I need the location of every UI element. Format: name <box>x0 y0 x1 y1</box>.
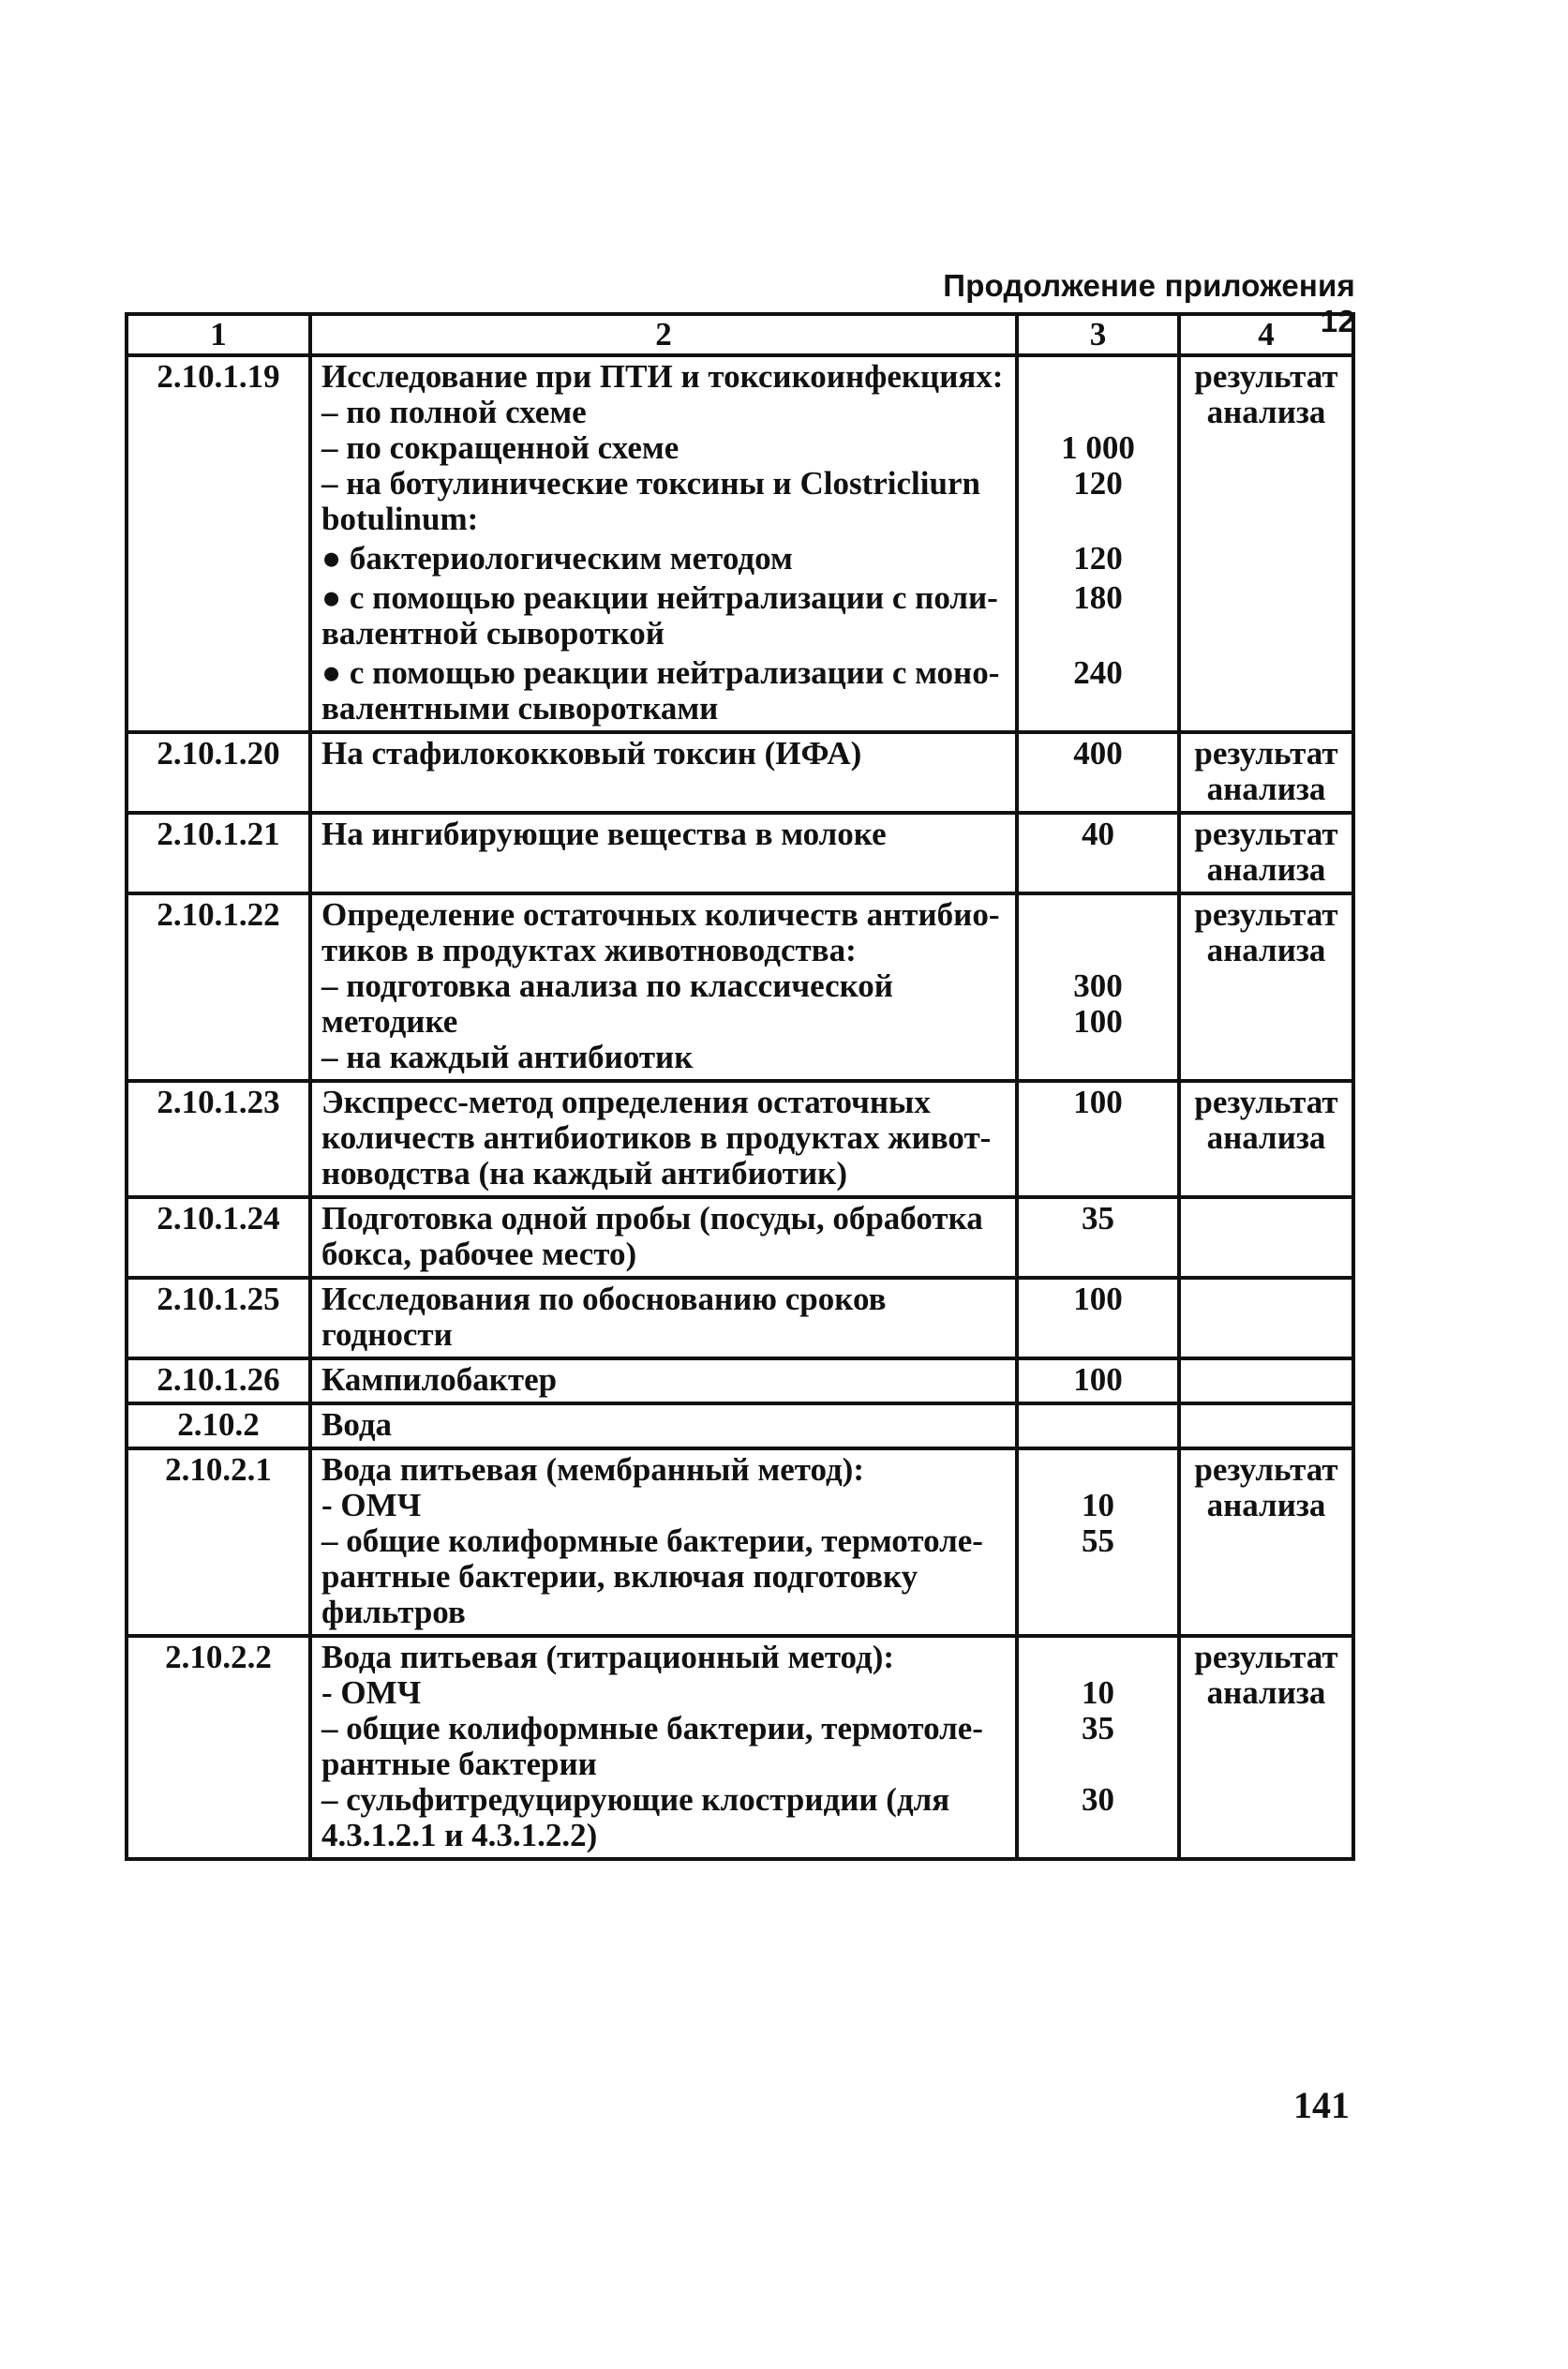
row-code: 2.10.1.22 <box>127 893 310 1081</box>
row-price <box>1017 893 1179 1081</box>
row-code: 2.10.1.19 <box>127 355 310 732</box>
row-code: 2.10.2 <box>127 1403 310 1448</box>
desc-line: ● бактериологическим методом <box>321 540 793 577</box>
table-row <box>127 1197 1353 1278</box>
desc-line: – общие колиформные бактерии, термотоле- <box>321 1710 983 1747</box>
table-row <box>127 1403 1353 1448</box>
row-price <box>1017 1358 1179 1403</box>
row-description <box>310 1081 1017 1197</box>
price-value <box>1028 1452 1168 1488</box>
price-value: 35 <box>1082 1710 1114 1747</box>
row-result <box>1179 1197 1353 1278</box>
table-row <box>127 893 1353 1081</box>
price-value <box>1028 1595 1168 1630</box>
price-value: 40 <box>1082 816 1114 852</box>
row-result <box>1179 1403 1353 1448</box>
row-description <box>310 1197 1017 1278</box>
desc-line: Вода питьевая (титрационный метод): <box>321 1639 895 1675</box>
desc-line: фильтров <box>321 1594 466 1630</box>
row-code: 2.10.2.1 <box>127 1448 310 1636</box>
price-value: 100 <box>1073 1281 1123 1317</box>
desc-line: – сульфитредуцирующие клостридии (для <box>321 1781 950 1818</box>
price-value <box>1028 1747 1168 1782</box>
desc-line: количеств антибиотиков в продуктах живот- <box>321 1119 992 1156</box>
row-result: результат анализа <box>1179 355 1353 732</box>
row-description <box>310 813 1017 893</box>
price-value <box>1028 502 1168 537</box>
price-value: 30 <box>1082 1781 1114 1818</box>
desc-line: Вода питьевая (мембранный метод): <box>321 1451 864 1488</box>
row-description <box>310 1278 1017 1358</box>
row-price <box>1017 1278 1179 1358</box>
row-code: 2.10.1.20 <box>127 732 310 813</box>
column-header-3: 3 <box>1017 314 1179 355</box>
table-row <box>127 1636 1353 1859</box>
desc-line: – по полной схеме <box>321 394 587 430</box>
desc-line: – общие колиформные бактерии, термотоле- <box>321 1522 983 1559</box>
price-value: 10 <box>1082 1674 1114 1711</box>
row-price <box>1017 732 1179 813</box>
desc-line: 4.3.1.2.1 и 4.3.1.2.2) <box>321 1817 598 1853</box>
row-price <box>1017 1081 1179 1197</box>
desc-line: Экспресс-метод определения остаточных <box>321 1084 931 1120</box>
table-row <box>127 1448 1353 1636</box>
desc-line: – на ботулинические токсины и Clostricliurn <box>321 465 980 502</box>
row-code: 2.10.1.25 <box>127 1278 310 1358</box>
row-description <box>310 1448 1017 1636</box>
row-description <box>310 732 1017 813</box>
price-value: 55 <box>1082 1522 1114 1559</box>
price-value: 180 <box>1073 579 1123 616</box>
table-row <box>127 1358 1353 1403</box>
desc-line: тиков в продуктах животноводства: <box>321 932 857 968</box>
price-value <box>1028 1818 1168 1853</box>
price-value: 240 <box>1073 654 1123 691</box>
page-number: 141 <box>1293 2084 1350 2126</box>
row-price <box>1017 1448 1179 1636</box>
row-description <box>310 1403 1017 1448</box>
price-value: 400 <box>1073 735 1123 772</box>
desc-line: – подготовка анализа по классической методике <box>321 967 902 1040</box>
desc-line: Вода <box>321 1406 393 1443</box>
price-value <box>1028 1559 1168 1595</box>
desc-line: Исследование при ПТИ и токсикоинфекциях: <box>321 358 1004 395</box>
row-result <box>1179 1358 1353 1403</box>
column-header-1: 1 <box>127 314 310 355</box>
column-header-4: 4 <box>1179 314 1353 355</box>
desc-line: валентной сывороткой <box>321 615 665 652</box>
price-table <box>125 312 1355 1861</box>
price-value <box>1028 395 1168 430</box>
desc-line: - ОМЧ <box>321 1674 422 1711</box>
desc-line: годности <box>321 1316 453 1353</box>
price-value: 100 <box>1073 1003 1123 1040</box>
desc-line: – по сокращенной схеме <box>321 429 679 466</box>
row-result: результат анализа <box>1179 1448 1353 1636</box>
row-result: результат анализа <box>1179 1081 1353 1197</box>
price-value: 1 000 <box>1061 429 1135 466</box>
desc-line: бокса, рабочее место) <box>321 1236 637 1272</box>
desc-line: ● с помощью реакции нейтрализации с моно- <box>321 654 1000 691</box>
price-value: 100 <box>1073 1084 1123 1120</box>
desc-line: валентными сыворотками <box>321 690 719 727</box>
table-body <box>127 355 1353 1859</box>
row-code: 2.10.1.23 <box>127 1081 310 1197</box>
row-price <box>1017 1197 1179 1278</box>
row-result <box>1179 1278 1353 1358</box>
desc-line: рантные бактерии, включая подготовку <box>321 1558 918 1595</box>
row-code: 2.10.2.2 <box>127 1636 310 1859</box>
row-result: результат анализа <box>1179 813 1353 893</box>
price-value: 35 <box>1082 1200 1114 1237</box>
row-price <box>1017 1636 1179 1859</box>
row-price <box>1017 355 1179 732</box>
row-description <box>310 1636 1017 1859</box>
row-price <box>1017 813 1179 893</box>
price-value <box>1028 691 1168 727</box>
desc-line: ● с помощью реакции нейтрализации с поли- <box>321 579 998 616</box>
row-description <box>310 355 1017 732</box>
table-row <box>127 1081 1353 1197</box>
row-price <box>1017 1403 1179 1448</box>
price-value: 300 <box>1073 967 1123 1004</box>
desc-line: На стафилококковый токсин (ИФА) <box>321 735 862 772</box>
table-row <box>127 813 1353 893</box>
price-value <box>1028 1407 1168 1443</box>
row-code: 2.10.1.21 <box>127 813 310 893</box>
price-value <box>1028 359 1168 395</box>
price-value: 120 <box>1073 465 1123 502</box>
desc-line: рантные бактерии <box>321 1746 597 1782</box>
price-value <box>1028 616 1168 652</box>
row-result: результат анализа <box>1179 1636 1353 1859</box>
desc-line: Кампилобактер <box>321 1361 558 1398</box>
table-row <box>127 1278 1353 1358</box>
desc-line: Подготовка одной пробы (посуды, обработка <box>321 1200 983 1237</box>
table-row <box>127 732 1353 813</box>
price-value: 100 <box>1073 1361 1123 1398</box>
desc-line: На ингибирующие вещества в молоке <box>321 816 887 852</box>
desc-line: botulinum: <box>321 501 479 537</box>
row-description <box>310 893 1017 1081</box>
continuation-header: Продолжение приложения 12 <box>943 268 1355 338</box>
price-value <box>1028 897 1168 933</box>
desc-line: Исследования по обоснованию сроков <box>321 1281 887 1317</box>
desc-line: - ОМЧ <box>321 1487 422 1523</box>
desc-line: – на каждый антибиотик <box>321 1039 694 1075</box>
price-value <box>1028 1640 1168 1675</box>
column-header-2: 2 <box>310 314 1017 355</box>
row-description <box>310 1358 1017 1403</box>
desc-line: Определение остаточных количеств антибио- <box>321 896 1000 933</box>
desc-line: новодства (на каждый антибиотик) <box>321 1155 847 1192</box>
row-result: результат анализа <box>1179 732 1353 813</box>
table-header-row <box>127 314 1353 355</box>
price-value: 10 <box>1082 1487 1114 1523</box>
row-result: результат анализа <box>1179 893 1353 1081</box>
price-value <box>1028 933 1168 968</box>
price-value: 120 <box>1073 540 1123 577</box>
row-code: 2.10.1.24 <box>127 1197 310 1278</box>
row-code: 2.10.1.26 <box>127 1358 310 1403</box>
table-row <box>127 355 1353 732</box>
